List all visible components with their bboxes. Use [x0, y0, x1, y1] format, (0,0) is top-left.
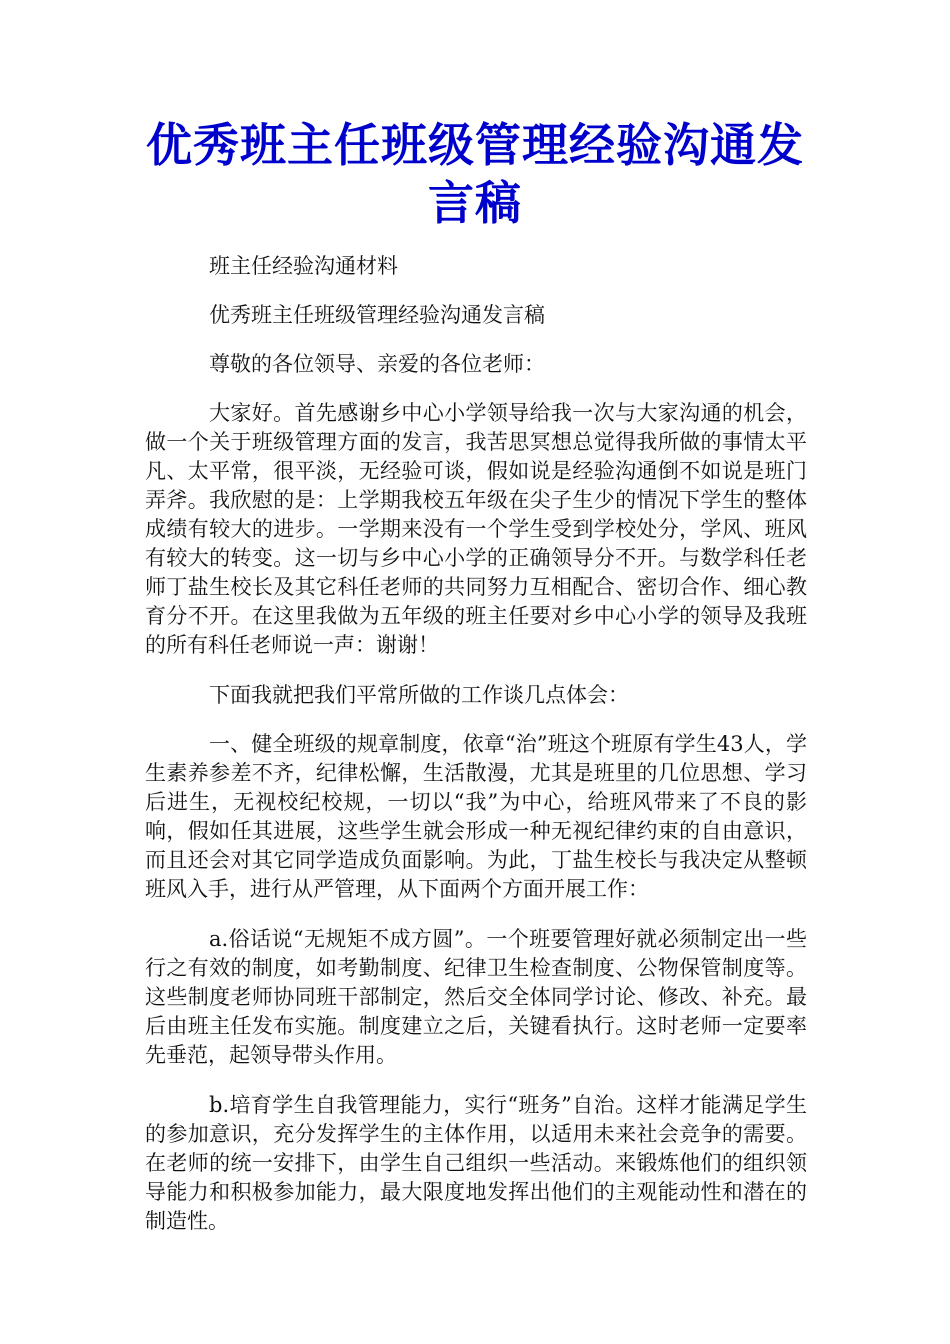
document-title: 优秀班主任班级管理经验沟通发言稿: [146, 118, 804, 230]
document-body: [145, 252, 807, 1257]
paragraph-salutation: 尊敬的各位领导、亲爱的各位老师：: [209, 352, 545, 376]
paragraph-heading-speech: 优秀班主任班级管理经验沟通发言稿: [209, 303, 545, 327]
paragraph-section-one: 一、健全班级的规章制度，依章“治”班这个班原有学生43人，学生素养参差不齐，纪律松懈，生活散漫，尤其是班里的几位思想、学习后进生，无视校纪校规，一切以“我”为中心，给班风带来了不良的影响，假如任其进展，这些学生就会形成一种无视纪律约束的自由意识，而且还会对其它同学造成负面影响。为此，丁盐生校长与我决定从整顿班风入手，进行从严管理，从下面两个方面开展工作：: [145, 732, 807, 901]
paragraph-item-a: a.俗话说“无规矩不成方圆”。一个班要管理好就必须制定出一些行之有效的制度，如考勤制度、纪律卫生检查制度、公物保管制度等。这些制度老师协同班干部制定，然后交全体同学讨论、修改、补充。最后由班主任发布实施。制度建立之后，关键看执行。这时老师一定要率先垂范，起领导带头作用。: [145, 927, 807, 1067]
paragraph-introduction: 大家好。首先感谢乡中心小学领导给我一次与大家沟通的机会，做一个关于班级管理方面的发言，我苦思冥想总觉得我所做的事情太平凡、太平常，很平淡，无经验可谈，假如说是经验沟通倒不如说是班门弄斧。我欣慰的是：上学期我校五年级在尖子生少的情况下学生的整体成绩有较大的进步。一学期来没有一个学生受到学校处分，学风、班风有较大的转变。这一切与乡中心小学的正确领导分不开。与数学科任老师丁盐生校长及其它科任老师的共同努力互相配合、密切合作、细心教育分不开。在这里我做为五年级的班主任要对乡中心小学的领导及我班的所有科任老师说一声：谢谢！: [145, 401, 807, 657]
paragraph-transition: 下面我就把我们平常所做的工作谈几点体会：: [209, 683, 629, 707]
paragraph-heading-material: 班主任经验沟通材料: [209, 254, 398, 278]
paragraph-item-b: b.培育学生自我管理能力，实行“班务”自治。这样才能满足学生的参加意识，充分发挥学生的主体作用，以适用未来社会竞争的需要。在老师的统一安排下，由学生自己组织一些活动。来锻炼他们的组织领导能力和积极参加能力，最大限度地发挥出他们的主观能动性和潜在的制造性。: [145, 1093, 807, 1233]
